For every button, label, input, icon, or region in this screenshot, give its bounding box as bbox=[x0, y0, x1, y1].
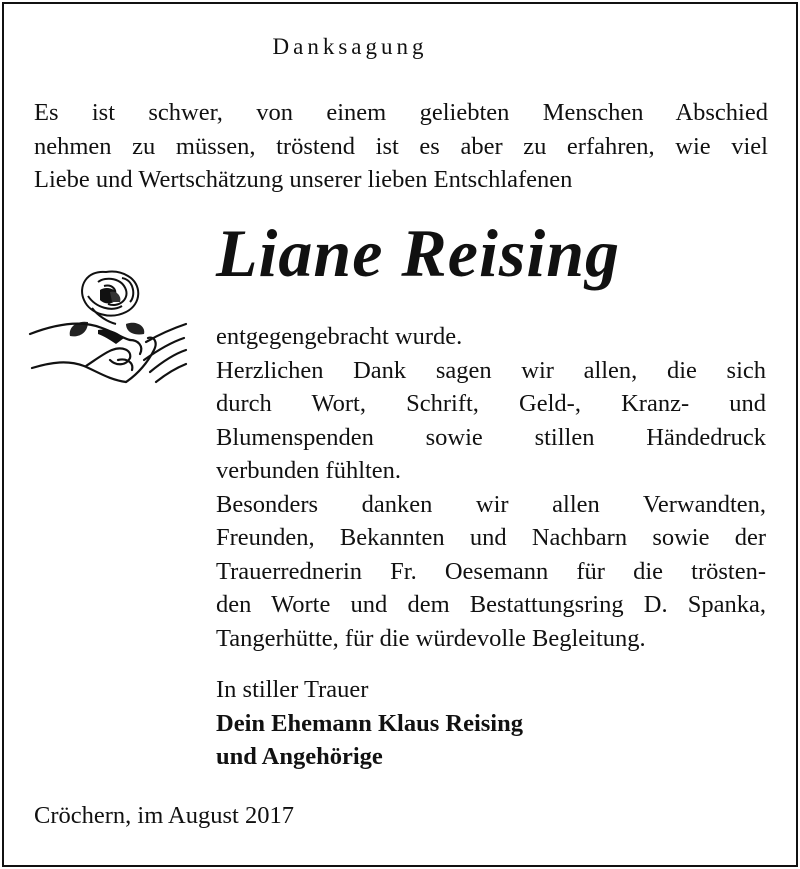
signature-line: Dein Ehemann Klaus Reising bbox=[216, 709, 523, 737]
rose-in-hands-icon bbox=[26, 262, 196, 402]
signature-line: und Angehörige bbox=[216, 743, 383, 770]
body-line: Blumenspenden sowie stillen Händedruck bbox=[216, 423, 766, 451]
body-line: entgegengebracht wurde. bbox=[216, 323, 463, 350]
body-line: durch Wort, Schrift, Geld-, Kranz- und bbox=[216, 390, 766, 417]
body-line: verbunden fühlten. bbox=[216, 457, 402, 484]
place-date: Cröchern, im August 2017 bbox=[34, 802, 294, 829]
body-paragraph bbox=[216, 320, 766, 655]
notice-heading: Danksagung bbox=[272, 34, 428, 59]
body-line: Trauerrednerin Fr. Oesemann für die trösten- bbox=[216, 557, 766, 585]
intro-line: Es ist schwer, von einem geliebten Menschen Abschied bbox=[34, 99, 768, 126]
body-line: Besonders danken wir allen Verwandten, bbox=[216, 490, 766, 518]
body-line: Freunden, Bekannten und Nachbarn sowie der bbox=[216, 524, 766, 551]
deceased-name: Liane Reising bbox=[216, 215, 621, 291]
signature-block bbox=[216, 673, 523, 774]
intro-line: Liebe und Wertschätzung unserer lieben Entschlafenen bbox=[34, 166, 573, 193]
body-line: Tangerhütte, für die würdevolle Begleitung. bbox=[216, 624, 646, 652]
signature-intro: In stiller Trauer bbox=[216, 676, 369, 703]
body-line: den Worte und dem Bestattungsring D. Spanka, bbox=[216, 591, 766, 618]
body-line: Herzlichen Dank sagen wir allen, die sich bbox=[216, 356, 766, 384]
intro-line: nehmen zu müssen, tröstend ist es aber zu erfahren, wie viel bbox=[34, 132, 768, 160]
intro-paragraph bbox=[34, 96, 768, 197]
